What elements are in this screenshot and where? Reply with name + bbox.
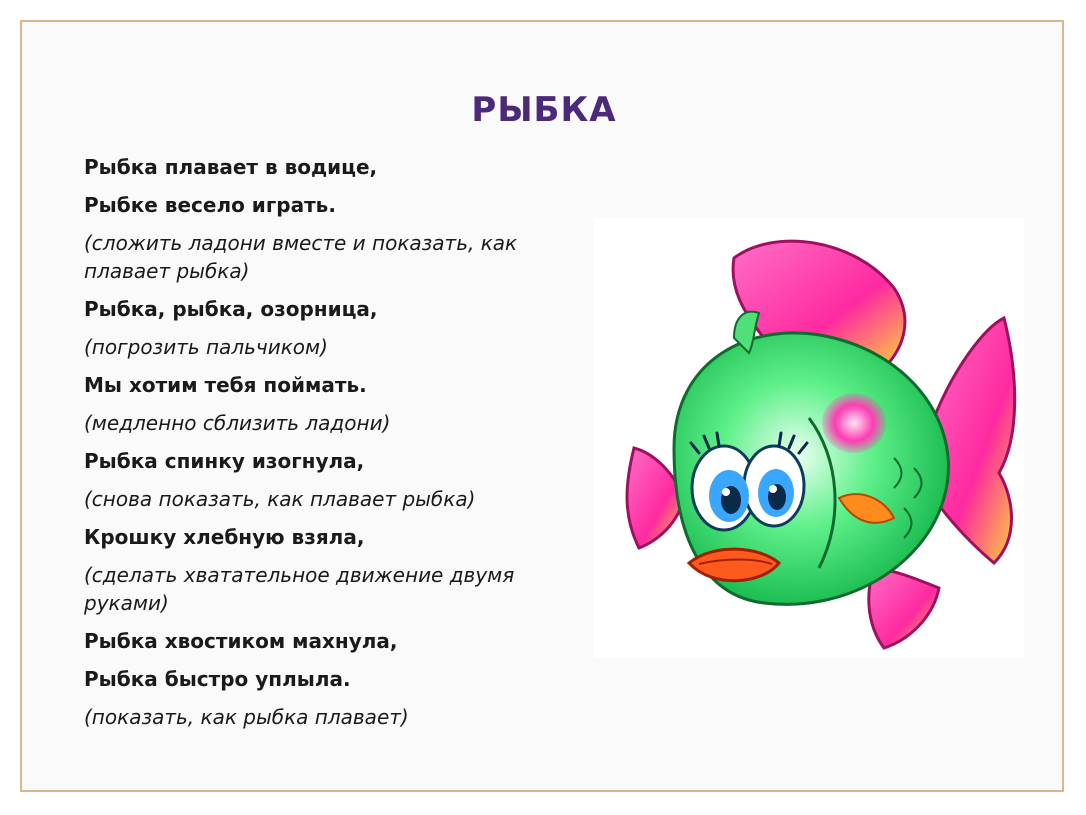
slide-frame	[20, 20, 1064, 792]
poem-line: Мы хотим тебя поймать.	[84, 373, 367, 397]
poem-line: (сделать хватательное движение двумя руками)	[84, 563, 515, 615]
poem-line: Рыбка плавает в водице,	[84, 155, 378, 179]
poem-line: Рыбка, рыбка, озорница,	[84, 297, 378, 321]
poem-line: Рыбка быстро уплыла.	[84, 667, 351, 691]
cheek	[822, 393, 886, 453]
poem-line: (снова показать, как плавает рыбка)	[84, 487, 476, 511]
fish-illustration	[594, 218, 1024, 658]
page-title: РЫБКА	[471, 90, 617, 130]
poem-line: Рыбка спинку изогнула,	[84, 449, 365, 473]
poem-line: (медленно сблизить ладони)	[84, 411, 391, 435]
poem-line: Рыбка хвостиком махнула,	[84, 629, 398, 653]
poem-line: Крошку хлебную взяла,	[84, 525, 365, 549]
poem-line: Рыбке весело играть.	[84, 193, 336, 217]
poem-text	[84, 153, 604, 741]
cartoon-fish-icon	[594, 218, 1024, 658]
poem-line: (сложить ладони вместе и показать, как плавает рыбка)	[84, 231, 518, 283]
poem-line: (погрозить пальчиком)	[84, 335, 328, 359]
poem-line: (показать, как рыбка плавает)	[84, 705, 409, 729]
